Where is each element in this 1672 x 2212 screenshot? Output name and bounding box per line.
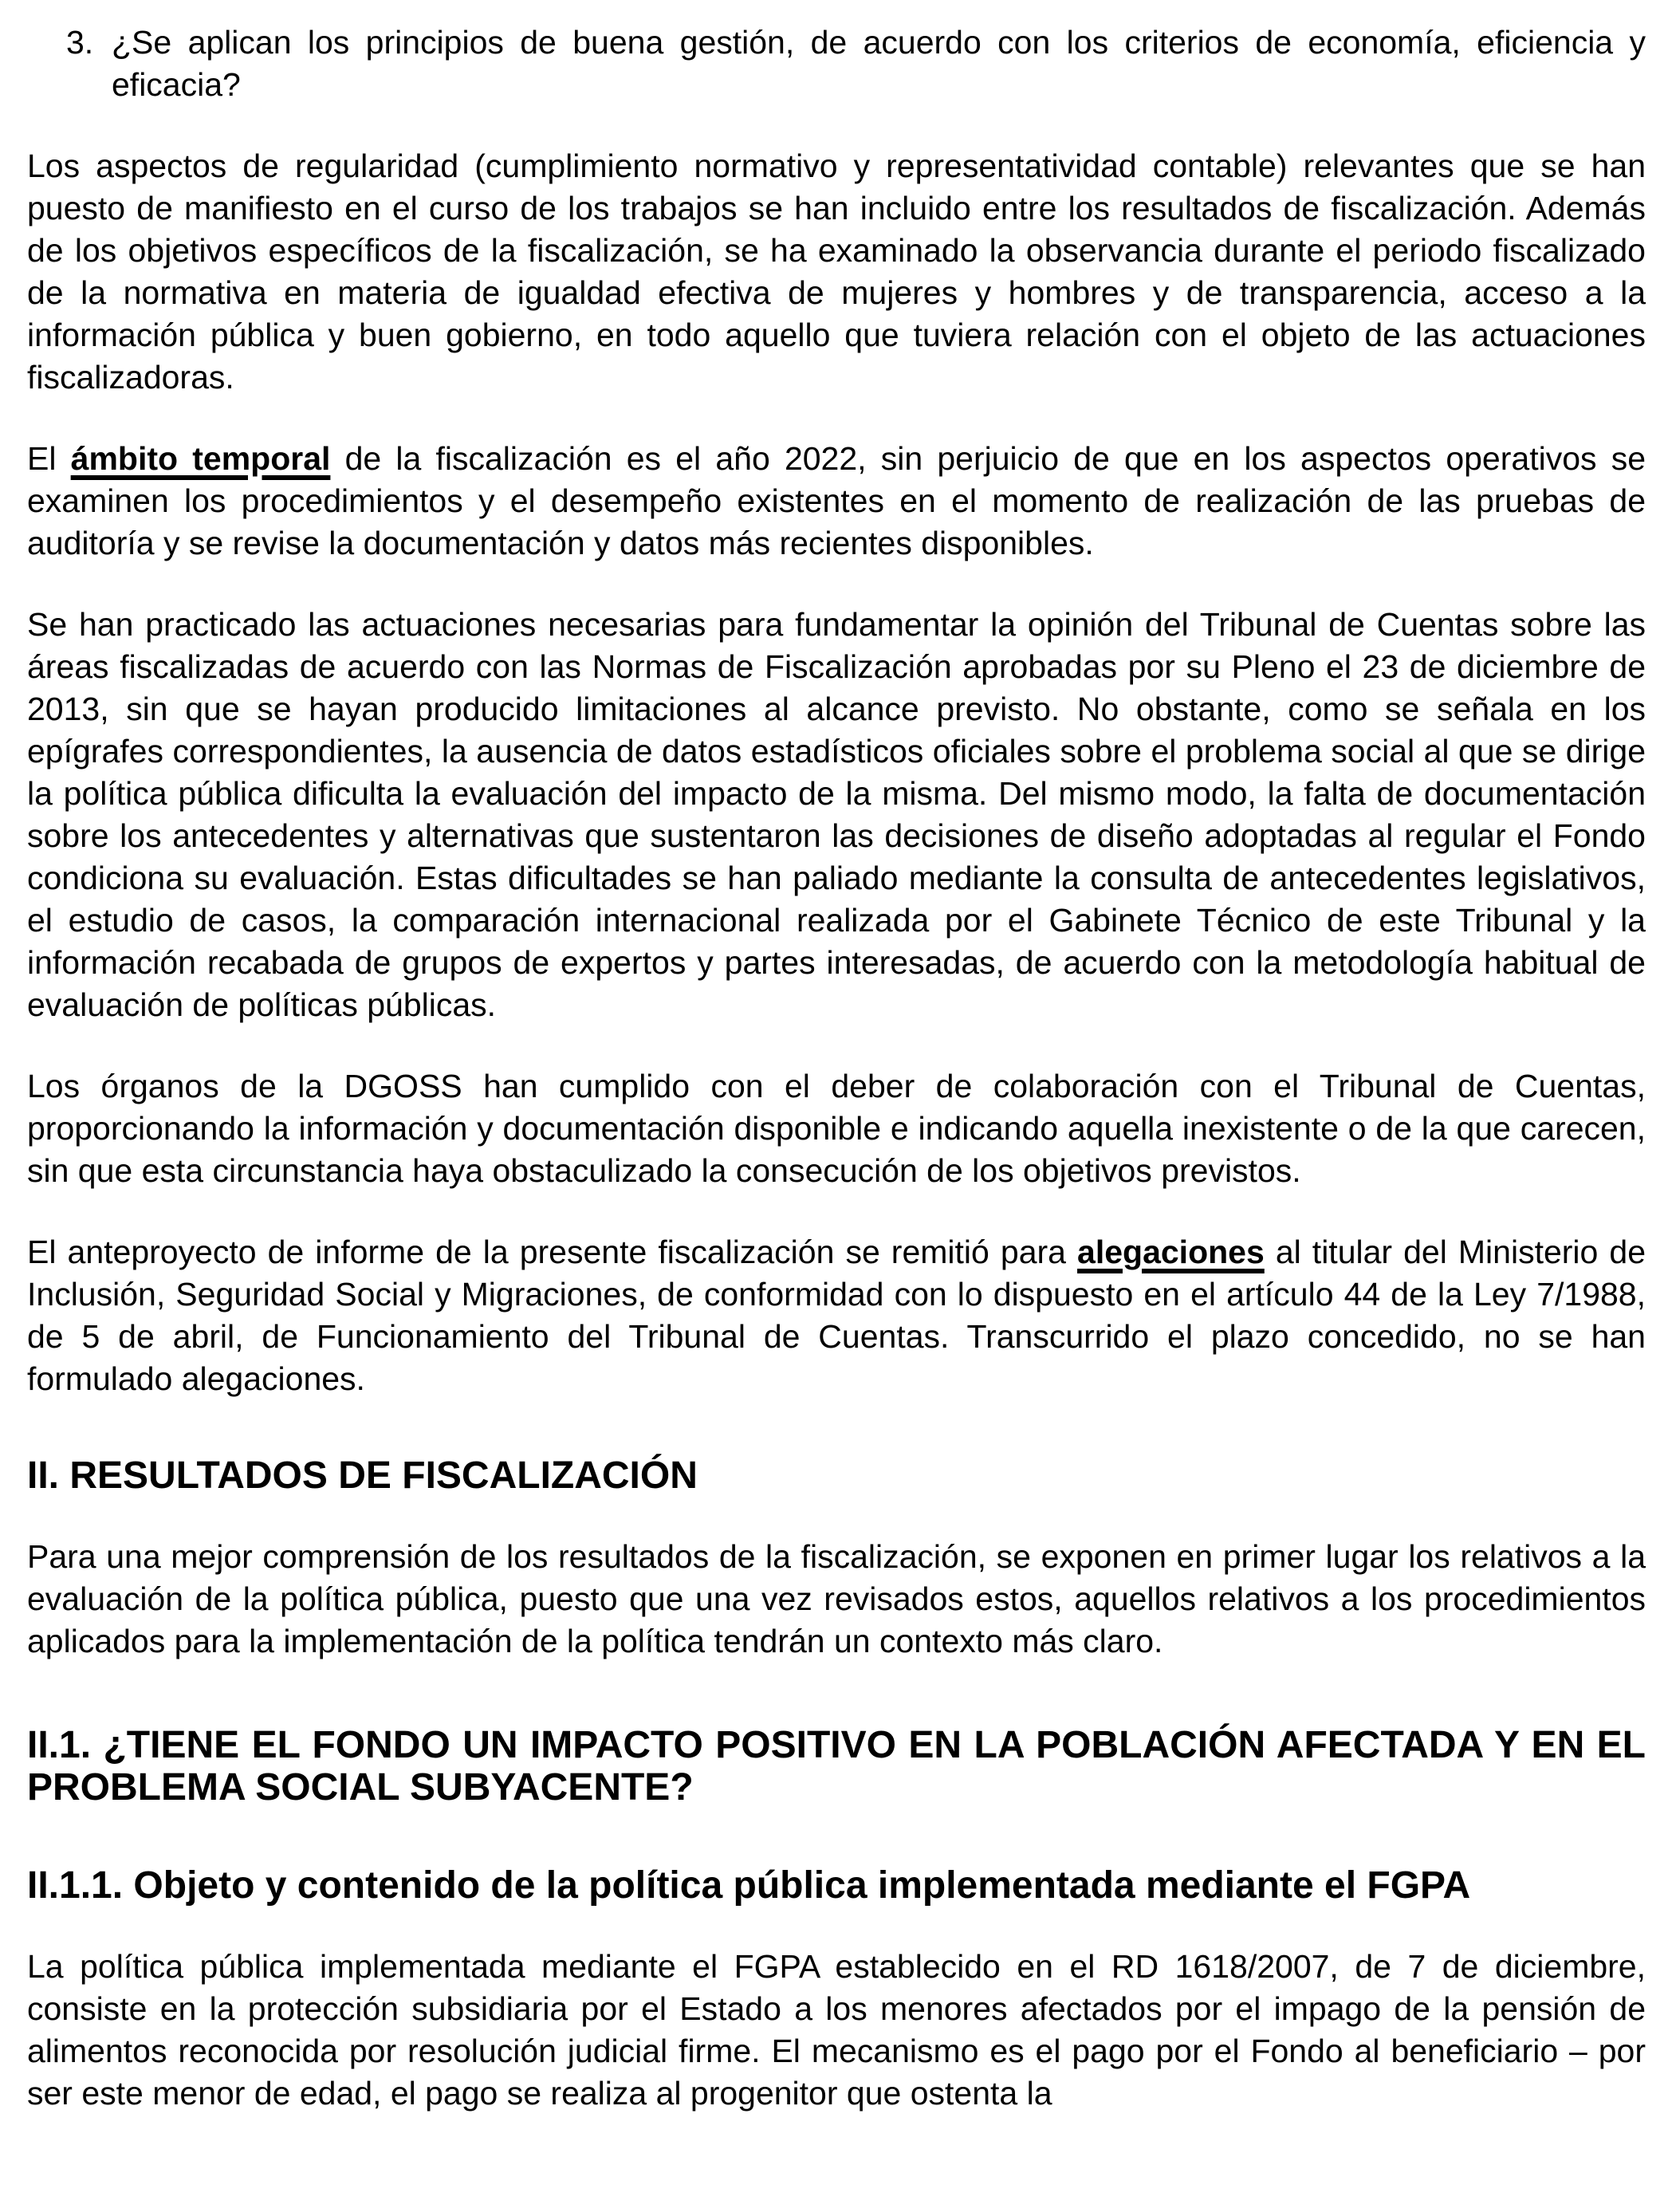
paragraph-regularidad: Los aspectos de regularidad (cumplimiento normativo y representatividad contable) relevantes que se han puesto de manifiesto en el curso de los trabajos se han incluido entre los resultados de fiscalización. Además de los objetivos específicos de la fiscalización, se ha examinado la observancia durante el periodo fiscalizado de la normativa en materia de igualdad efectiva de mujeres y hombres y de transparencia, acceso a la información pública y buen gobierno, en todo aquello que tuviera relación con el objeto de las actuaciones fiscalizadoras. <box>27 148 1646 396</box>
paragraph-politica-publica: La política pública implementada mediante el FGPA establecido en el RD 1618/2007, de 7 de diciembre, consiste en la protección subsidiaria por el Estado a los menores afectados por el impago de la pensión de alimentos reconocida por resolución judicial firme. El mecanismo es el pago por el Fondo al beneficiario – por ser este menor de edad, el pago se realiza al progenitor que ostenta la <box>27 1948 1646 2112</box>
question-text: ¿Se aplican los principios de buena gestión, de acuerdo con los criterios de economía, eficiencia y eficacia? <box>112 24 1646 103</box>
paragraph-practicado: Se han practicado las actuaciones necesarias para fundamentar la opinión del Tribunal de Cuentas sobre las áreas fiscalizadas de acuerdo con las Normas de Fiscalización aprobadas por su Pleno el 23 de diciembre de 2013, sin que se hayan producido limitaciones al alcance previsto. No obstante, como se señala en los epígrafes correspondientes, la ausencia de datos estadísticos oficiales sobre el problema social al que se dirige la política pública dificulta la evaluación del impacto de la misma. Del mismo modo, la falta de documentación sobre los antecedentes y alternativas que sustentaron las decisiones de diseño adoptadas al regular el Fondo condiciona su evaluación. Estas dificultades se han paliado mediante la consulta de antecedentes legislativos, el estudio de casos, la comparación internacional realizada por el Gabinete Técnico de este Tribunal y la información recabada de grupos de expertos y partes interesadas, de acuerdo con la metodología habitual de evaluación de políticas públicas. <box>27 606 1646 1023</box>
subsubsection-heading-objeto: II.1.1. Objeto y contenido de la política pública implementada mediante el FGPA <box>27 1864 1471 1907</box>
text-run: El anteproyecto de informe de la presente fiscalización se remitió para <box>27 1234 1078 1270</box>
subsection-heading-impacto: II.1. ¿TIENE EL FONDO UN IMPACTO POSITIVO EN LA POBLACIÓN AFECTADA Y EN EL PROBLEMA SOCIAL SUBYACENTE? <box>27 1724 1646 1809</box>
ambito-temporal-underlined-phrase: ámbito temporal <box>70 440 331 477</box>
paragraph-anteproyecto <box>27 1231 1646 1400</box>
paragraph-organos: Los órganos de la DGOSS han cumplido con el deber de colaboración con el Tribunal de Cuentas, proporcionando la información y documentación disponible e indicando aquella inexistente o de la que carecen, sin que esta circunstancia haya obstaculizado la consecución de los objetivos previstos. <box>27 1068 1646 1189</box>
text-run: de la fiscalización es el año 2022, sin perjuicio de que en los aspectos operativos se examinen los procedimientos y el desempeño existentes en el momento de realización de las pruebas de auditoría y se revise la documentación y datos más recientes disponibles. <box>27 440 1646 561</box>
alegaciones-underlined-phrase: alegaciones <box>1077 1234 1265 1270</box>
text-run: al titular del Ministerio de Inclusión, Seguridad Social y Migraciones, de conformidad con lo dispuesto en el artículo 44 de la Ley 7/1988, de 5 de abril, de Funcionamiento del Tribunal de Cuentas. Transcurrido el plazo concedido, no se han formulado alegaciones. <box>27 1234 1646 1397</box>
numbered-question-item <box>27 22 1646 106</box>
section-heading-resultados: II. RESULTADOS DE FISCALIZACIÓN <box>27 1454 698 1497</box>
question-number: 3. <box>66 24 94 61</box>
paragraph-comprension: Para una mejor comprensión de los resultados de la fiscalización, se exponen en primer lugar los relativos a la evaluación de la política pública, puesto que una vez revisados estos, aquellos relativos a los procedimientos aplicados para la implementación de la política tendrán un contexto más claro. <box>27 1538 1646 1659</box>
text-run: El <box>27 440 71 477</box>
paragraph-ambito-temporal <box>27 438 1646 565</box>
